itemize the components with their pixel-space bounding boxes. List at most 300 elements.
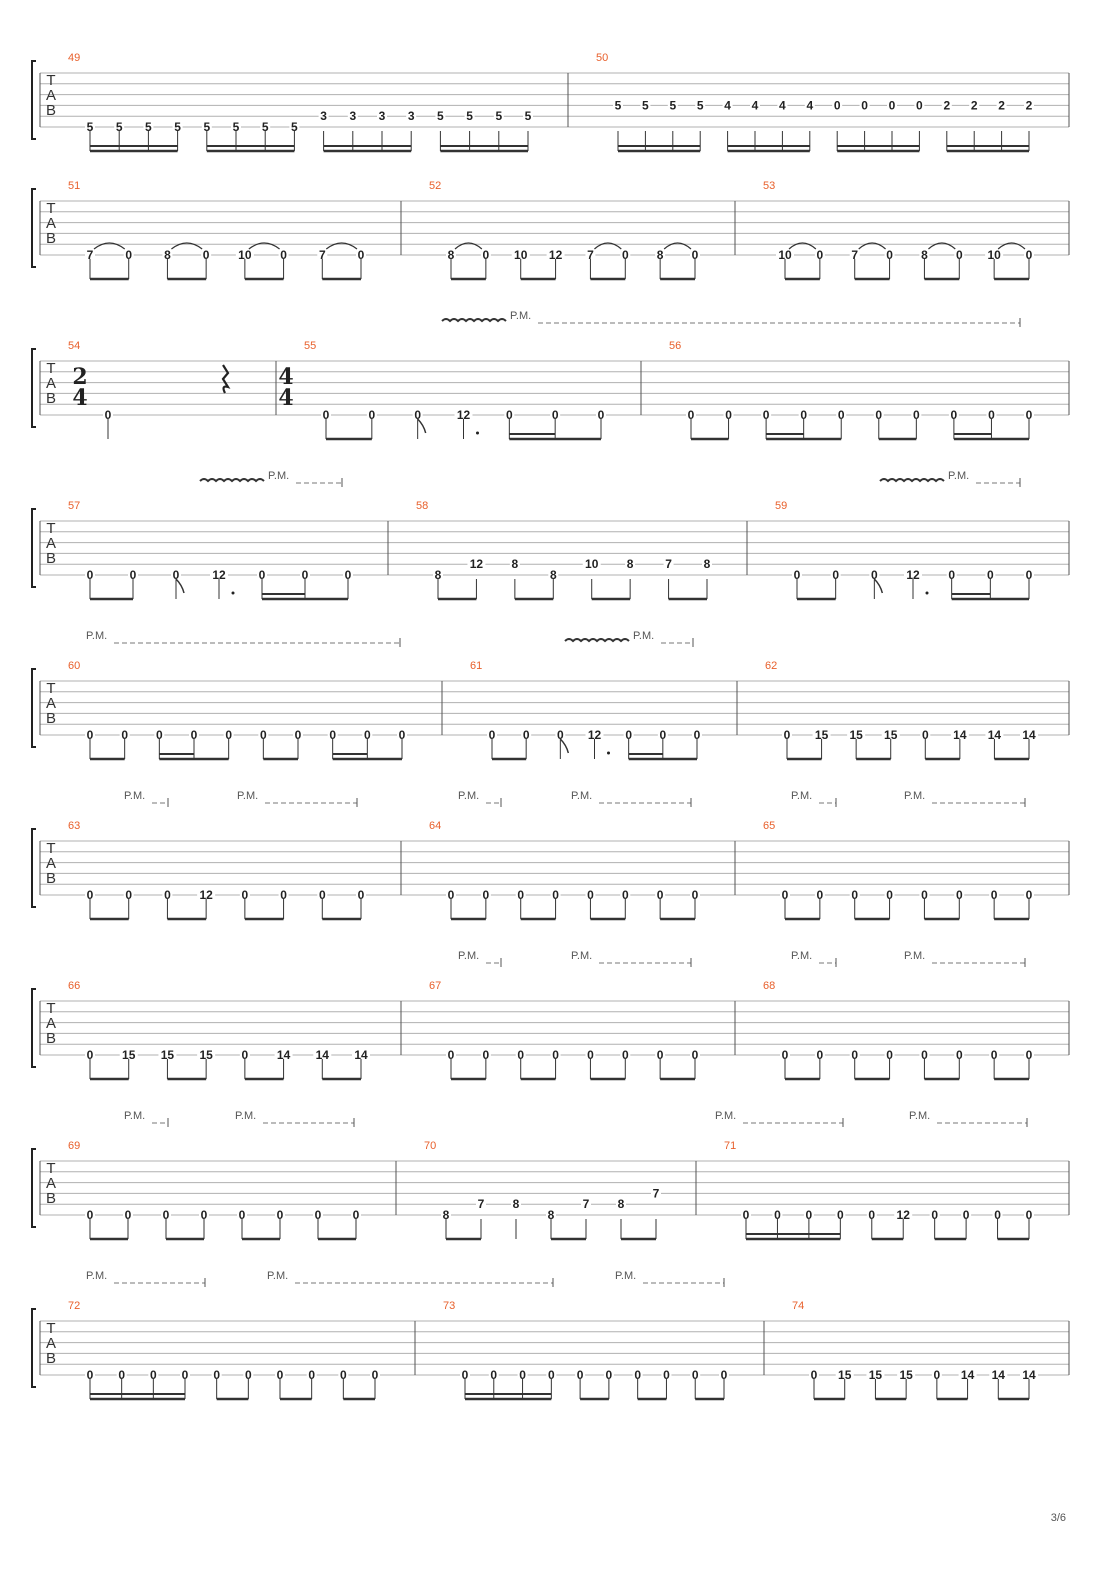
fret-number: 8 [434, 568, 442, 582]
fret-number: 0 [656, 888, 664, 902]
fret-number: 15 [122, 1048, 136, 1062]
fret-number: 0 [86, 1048, 94, 1062]
fret-number: 0 [482, 248, 490, 262]
tab-clef-letter: B [45, 230, 57, 247]
tab-clef-letter: A [45, 215, 57, 232]
fret-number: 7 [582, 1197, 590, 1212]
fret-number: 8 [164, 248, 171, 262]
fret-number: 0 [886, 248, 893, 262]
fret-number: 5 [466, 109, 473, 124]
fret-number: 10 [987, 248, 1001, 262]
fret-number: 8 [511, 557, 519, 572]
fret-number: 0 [352, 1208, 360, 1222]
fret-number: 0 [155, 728, 163, 742]
system-bracket [32, 1309, 36, 1387]
palm-mute-label: P.M. [791, 950, 813, 962]
fret-number: 0 [104, 408, 112, 422]
fret-number: 14 [315, 1048, 329, 1062]
fret-number: 8 [626, 557, 634, 572]
fret-number: 10 [238, 248, 252, 262]
system-bracket [32, 189, 36, 267]
fret-number: 15 [899, 1368, 913, 1382]
fret-number: 0 [793, 568, 801, 582]
fret-number: 0 [124, 1208, 132, 1222]
fret-number: 14 [1022, 728, 1036, 742]
fret-number: 0 [308, 1368, 316, 1382]
fret-number: 5 [437, 109, 444, 124]
measure [68, 500, 353, 599]
measure-number: 72 [68, 1300, 81, 1312]
fret-number: 0 [832, 568, 840, 582]
fret-number: 0 [202, 248, 210, 262]
measure-number: 68 [763, 980, 776, 992]
measure-number: 55 [304, 340, 317, 352]
fret-number: 0 [552, 888, 559, 902]
fret-number: 0 [482, 888, 490, 902]
time-signature-bottom: 4 [72, 385, 88, 411]
palm-mute-label: P.M. [267, 1270, 289, 1282]
fret-number: 15 [160, 1048, 175, 1062]
palm-mute-label: P.M. [458, 790, 480, 802]
measure-number: 54 [68, 340, 81, 352]
fret-number: 14 [987, 728, 1002, 742]
fret-number: 14 [276, 1048, 291, 1062]
staff-system [32, 180, 1069, 279]
system-bracket [32, 61, 36, 139]
fret-number: 0 [762, 408, 770, 422]
fret-number: 12 [456, 408, 471, 422]
system-bracket [32, 669, 36, 747]
tab-clef-letter: T [46, 1000, 56, 1017]
staff-system [32, 470, 1069, 599]
fret-number: 5 [174, 120, 181, 134]
fret-number: 0 [488, 728, 496, 742]
fret-number: 12 [548, 248, 563, 262]
fret-number: 10 [514, 248, 528, 262]
fret-number: 15 [849, 728, 863, 742]
fret-number: 0 [955, 888, 963, 902]
fret-number: 15 [199, 1048, 213, 1062]
fret-number: 14 [953, 728, 967, 742]
measure-number: 53 [763, 180, 776, 192]
note-flag [176, 579, 184, 593]
fret-number: 0 [1025, 1208, 1033, 1222]
tab-clef-letter: A [45, 87, 57, 104]
fret-number: 0 [162, 1208, 170, 1222]
system-bracket [32, 1149, 36, 1227]
tab-clef-letter: A [45, 855, 57, 872]
tab-clef-letter: B [45, 390, 57, 407]
note-flag [874, 579, 882, 593]
fret-number: 14 [991, 1368, 1005, 1382]
system-bracket [32, 989, 36, 1067]
fret-number: 0 [691, 888, 699, 902]
fret-number: 5 [86, 120, 94, 134]
fret-number: 0 [948, 568, 956, 582]
palm-mute-label: P.M. [615, 1270, 637, 1282]
measure [429, 820, 700, 919]
fret-number: 0 [371, 1368, 379, 1382]
measure-number: 50 [596, 52, 609, 64]
fret-number: 2 [998, 98, 1005, 113]
fret-number: 8 [549, 568, 557, 582]
fret-number: 0 [810, 1368, 818, 1382]
measure-number: 69 [68, 1140, 81, 1152]
measure-number: 58 [416, 500, 429, 512]
fret-number: 0 [870, 568, 878, 582]
fret-number: 0 [357, 248, 365, 262]
fret-number: 8 [442, 1208, 450, 1222]
fret-number: 0 [398, 728, 406, 742]
palm-mute-label: P.M. [633, 630, 655, 642]
fret-number: 0 [720, 1368, 728, 1382]
staff-system [32, 310, 1069, 439]
fret-number: 0 [621, 1048, 629, 1062]
fret-number: 0 [314, 1208, 322, 1222]
fret-number: 0 [86, 568, 94, 582]
fret-number: 7 [652, 1186, 660, 1201]
fret-number: 0 [363, 728, 371, 742]
measure-number: 63 [68, 820, 81, 832]
fret-number: 0 [357, 888, 365, 902]
fret-number: 14 [960, 1368, 975, 1382]
fret-number: 0 [1025, 248, 1033, 262]
fret-number: 7 [86, 248, 94, 262]
fret-number: 2 [970, 98, 978, 113]
page-number: 3/6 [1050, 1512, 1066, 1524]
measure [68, 52, 533, 151]
fret-number: 8 [921, 248, 928, 262]
measure [416, 500, 712, 599]
fret-number: 10 [585, 557, 599, 572]
measure [68, 340, 228, 439]
fret-number: 0 [301, 568, 309, 582]
tab-clef-letter: T [46, 680, 56, 697]
fret-number: 5 [524, 109, 532, 124]
measure [68, 660, 407, 759]
measure [470, 660, 702, 759]
fret-number: 0 [172, 568, 180, 582]
fret-number: 5 [669, 98, 677, 113]
fret-number: 0 [121, 728, 129, 742]
fret-number: 0 [886, 1048, 893, 1062]
fret-number: 3 [320, 109, 327, 124]
tab-clef-letter: A [45, 375, 57, 392]
fret-number: 0 [605, 1368, 613, 1382]
palm-mute-label: P.M. [571, 950, 593, 962]
measure [763, 820, 1034, 919]
system-bracket [32, 349, 36, 427]
fret-number: 0 [551, 408, 559, 422]
measure [68, 820, 366, 919]
fret-number: 0 [986, 568, 994, 582]
palm-mute-label: P.M. [510, 310, 532, 322]
fret-number: 5 [261, 120, 269, 134]
fret-number: 15 [838, 1368, 852, 1382]
fret-number: 0 [576, 1368, 584, 1382]
fret-number: 0 [921, 728, 929, 742]
measure-number: 57 [68, 500, 81, 512]
measure-number: 59 [775, 500, 788, 512]
fret-number: 0 [118, 1368, 126, 1382]
dot [232, 592, 235, 595]
fret-number: 0 [833, 98, 841, 113]
fret-number: 0 [597, 408, 605, 422]
fret-number: 15 [814, 728, 829, 742]
staff-system [32, 950, 1069, 1079]
palm-mute-label: P.M. [86, 1270, 108, 1282]
measure-number: 67 [429, 980, 442, 992]
fret-number: 4 [806, 98, 814, 113]
measure-number: 61 [470, 660, 483, 672]
fret-number: 0 [339, 1368, 347, 1382]
fret-number: 0 [181, 1368, 189, 1382]
fret-number: 0 [344, 568, 352, 582]
fret-number: 0 [916, 98, 923, 113]
palm-mute-label: P.M. [904, 790, 926, 802]
fret-number: 0 [933, 1368, 941, 1382]
fret-number: 0 [851, 1048, 859, 1062]
fret-number: 0 [505, 408, 513, 422]
fret-number: 0 [687, 408, 695, 422]
tab-clef-letter: A [45, 535, 57, 552]
tab-clef-letter: T [46, 72, 56, 89]
fret-number: 8 [447, 248, 455, 262]
tab-clef-letter: T [46, 520, 56, 537]
fret-number: 15 [868, 1368, 883, 1382]
fret-number: 0 [552, 1048, 559, 1062]
fret-number: 0 [656, 1048, 664, 1062]
staff-system [32, 630, 1069, 759]
fret-number: 5 [495, 109, 503, 124]
fret-number: 0 [805, 1208, 813, 1222]
vibrato-mark [442, 319, 506, 321]
fret-number: 5 [614, 98, 622, 113]
system-bracket [32, 829, 36, 907]
measure [68, 980, 370, 1079]
measure-number: 73 [443, 1300, 456, 1312]
palm-mute-label: P.M. [458, 950, 480, 962]
fret-number: 0 [781, 1048, 789, 1062]
fret-number: 7 [851, 248, 859, 262]
time-signature-top: 4 [278, 364, 294, 390]
fret-number: 2 [1025, 98, 1033, 113]
fret-number: 12 [199, 888, 213, 902]
measure-number: 66 [68, 980, 81, 992]
tab-clef-letter: A [45, 1015, 57, 1032]
fret-number: 0 [781, 888, 789, 902]
fret-number: 7 [477, 1197, 485, 1212]
fret-number: 8 [547, 1208, 555, 1222]
measure [763, 180, 1034, 279]
fret-number: 0 [659, 728, 667, 742]
fret-number: 0 [241, 1048, 249, 1062]
palm-mute-label: P.M. [86, 630, 108, 642]
fret-number: 0 [621, 888, 629, 902]
fret-number: 7 [587, 248, 594, 262]
fret-number: 0 [783, 728, 791, 742]
quarter-rest [223, 365, 228, 393]
time-signature-bottom: 4 [278, 385, 294, 411]
fret-number: 0 [318, 888, 326, 902]
fret-number: 12 [469, 557, 484, 572]
fret-number: 5 [203, 120, 211, 134]
fret-number: 7 [665, 557, 672, 572]
measure [68, 180, 366, 279]
fret-number: 3 [378, 109, 386, 124]
fret-number: 8 [617, 1197, 625, 1212]
fret-number: 4 [724, 98, 731, 113]
palm-mute-label: P.M. [124, 1110, 146, 1122]
tab-clef-letter: B [45, 870, 57, 887]
system-bracket [32, 509, 36, 587]
measure [68, 1300, 380, 1399]
tab-clef-letter: B [45, 550, 57, 567]
fret-number: 10 [778, 248, 792, 262]
fret-number: 0 [258, 568, 266, 582]
dot [476, 432, 479, 435]
fret-number: 0 [447, 888, 455, 902]
fret-number: 0 [868, 1208, 876, 1222]
staff-system [32, 52, 1069, 151]
fret-number: 0 [816, 888, 824, 902]
fret-number: 0 [149, 1368, 157, 1382]
measure-number: 62 [765, 660, 778, 672]
vibrato-mark [565, 639, 629, 641]
fret-number: 14 [354, 1048, 368, 1062]
tab-clef-letter: T [46, 1160, 56, 1177]
tab-clef-letter: T [46, 1320, 56, 1337]
palm-mute-label: P.M. [235, 1110, 257, 1122]
fret-number: 0 [86, 888, 94, 902]
fret-number: 0 [931, 1208, 939, 1222]
fret-number: 0 [691, 1048, 699, 1062]
tab-clef-letter: B [45, 1030, 57, 1047]
staff-system [32, 790, 1069, 919]
palm-mute-label: P.M. [268, 470, 290, 482]
fret-number: 5 [291, 120, 298, 134]
staff-system [32, 1110, 1069, 1239]
fret-number: 4 [779, 98, 786, 113]
fret-number: 0 [280, 248, 287, 262]
fret-number: 0 [225, 728, 233, 742]
fret-number: 0 [414, 408, 422, 422]
fret-number: 2 [943, 98, 951, 113]
fret-number: 0 [276, 1368, 284, 1382]
fret-number: 0 [1025, 568, 1033, 582]
fret-number: 0 [129, 568, 137, 582]
measure [724, 1140, 1034, 1239]
fret-number: 0 [774, 1208, 781, 1222]
fret-number: 0 [988, 408, 995, 422]
palm-mute-label: P.M. [909, 1110, 931, 1122]
fret-number: 3 [407, 109, 415, 124]
fret-number: 0 [990, 888, 998, 902]
measure [443, 1300, 729, 1399]
fret-number: 0 [875, 408, 883, 422]
tab-clef-letter: B [45, 1350, 57, 1367]
measure [596, 52, 1034, 151]
palm-mute-label: P.M. [904, 950, 926, 962]
fret-number: 0 [886, 888, 893, 902]
tab-clef-letter: A [45, 1175, 57, 1192]
measure-number: 51 [68, 180, 81, 192]
measure [763, 980, 1034, 1079]
fret-number: 0 [663, 1368, 670, 1382]
tab-clef-letter: B [45, 1190, 57, 1207]
fret-number: 0 [490, 1368, 498, 1382]
measure [68, 1140, 361, 1239]
fret-number: 0 [329, 728, 337, 742]
fret-number: 5 [115, 120, 123, 134]
measure [669, 340, 1034, 439]
fret-number: 0 [994, 1208, 1001, 1222]
palm-mute-label: P.M. [571, 790, 593, 802]
measure-number: 70 [424, 1140, 437, 1152]
tab-clef-letter: A [45, 695, 57, 712]
fret-number: 0 [200, 1208, 208, 1222]
fret-number: 12 [896, 1208, 910, 1222]
measure [429, 980, 700, 1079]
measure-number: 65 [763, 820, 776, 832]
measure [765, 660, 1038, 759]
fret-number: 0 [447, 1048, 455, 1062]
fret-number: 5 [696, 98, 704, 113]
fret-number: 0 [322, 408, 330, 422]
fret-number: 0 [621, 248, 629, 262]
dot [926, 592, 929, 595]
fret-number: 0 [259, 728, 267, 742]
fret-number: 0 [556, 728, 564, 742]
palm-mute-label: P.M. [715, 1110, 737, 1122]
fret-number: 12 [587, 728, 602, 742]
fret-number: 0 [241, 888, 249, 902]
fret-number: 0 [164, 888, 171, 902]
fret-number: 12 [906, 568, 920, 582]
fret-number: 0 [693, 728, 701, 742]
fret-number: 0 [517, 888, 525, 902]
fret-number: 0 [547, 1368, 555, 1382]
vibrato-mark [200, 479, 264, 481]
measure-number: 52 [429, 180, 442, 192]
measure [424, 1140, 661, 1239]
fret-number: 7 [318, 248, 326, 262]
fret-number: 0 [519, 1368, 526, 1382]
fret-number: 0 [836, 1208, 844, 1222]
fret-number: 0 [742, 1208, 750, 1222]
fret-number: 0 [912, 408, 920, 422]
fret-number: 0 [691, 1368, 699, 1382]
fret-number: 0 [86, 1368, 94, 1382]
palm-mute-label: P.M. [948, 470, 970, 482]
fret-number: 0 [800, 408, 808, 422]
fret-number: 5 [642, 98, 649, 113]
fret-number: 5 [232, 120, 240, 134]
fret-number: 0 [962, 1208, 970, 1222]
tab-clef-letter: B [45, 102, 57, 119]
measure-number: 74 [792, 1300, 805, 1312]
fret-number: 0 [522, 728, 530, 742]
fret-number: 0 [851, 888, 859, 902]
fret-number: 0 [238, 1208, 246, 1222]
fret-number: 0 [816, 1048, 824, 1062]
fret-number: 0 [725, 408, 732, 422]
fret-number: 8 [703, 557, 711, 572]
fret-number: 0 [691, 248, 699, 262]
fret-number: 8 [656, 248, 664, 262]
fret-number: 0 [1025, 408, 1033, 422]
note-flag [560, 739, 568, 753]
